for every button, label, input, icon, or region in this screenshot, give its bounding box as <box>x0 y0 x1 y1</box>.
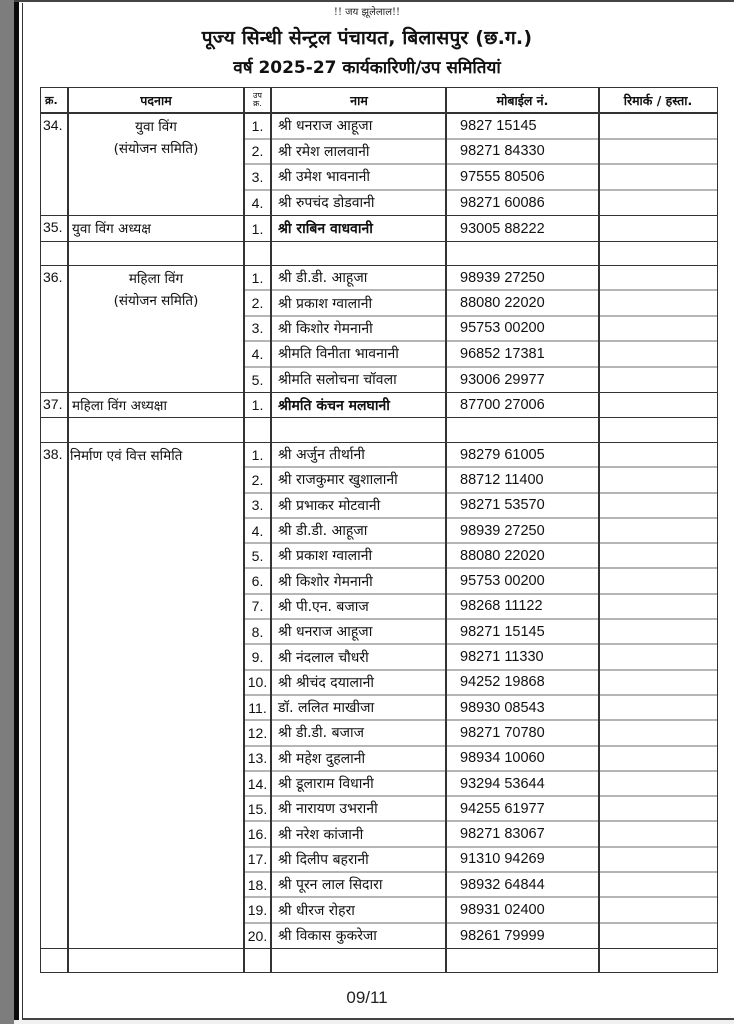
member-mobile: 98268 11122 <box>460 598 543 615</box>
blank-row <box>41 949 717 973</box>
member-name: श्री रुपचंद डोडवानी <box>278 195 375 212</box>
member-mobile: 88080 22020 <box>460 295 545 312</box>
member-mobile: 88080 22020 <box>460 547 545 564</box>
member-sub-serial: 2. <box>251 143 264 160</box>
member-name: श्री डी.डी. आहूजा <box>278 523 368 540</box>
member-remark <box>599 645 717 668</box>
header-serial: क्र. <box>45 93 58 107</box>
member-name: श्री डूलाराम विधानी <box>278 776 374 793</box>
scan-left-edge <box>14 0 19 1024</box>
member-remark <box>599 291 717 314</box>
member-name: श्री प्रकाश ग्वालानी <box>278 548 373 565</box>
column-divider <box>598 88 600 972</box>
member-sub-serial: 4. <box>251 194 264 211</box>
member-mobile: 98271 60086 <box>460 194 545 211</box>
member-name: श्री किशोर गेमनानी <box>278 320 373 337</box>
member-name: श्री श्रीचंद दयालानी <box>278 674 374 691</box>
designation-line: (संयोजन समिति) <box>113 293 199 309</box>
member-mobile: 98271 83067 <box>460 826 545 843</box>
group-designation <box>68 268 244 312</box>
member-remark <box>599 266 717 289</box>
member-mobile: 93005 88222 <box>460 220 545 237</box>
member-sub-serial: 1. <box>251 397 264 413</box>
member-mobile: 98271 70780 <box>460 724 545 741</box>
member-mobile: 88712 11400 <box>460 471 544 488</box>
member-mobile: 97555 80506 <box>460 168 545 185</box>
member-name: श्रीमति सलोचना चॉवला <box>278 372 397 389</box>
member-sub-serial: 10. <box>247 674 268 691</box>
member-remark <box>599 519 717 542</box>
member-mobile: 98261 79999 <box>460 927 545 944</box>
member-sub-serial: 13. <box>247 750 268 767</box>
member-sub-serial: 14. <box>247 775 268 792</box>
member-sub-serial: 2. <box>251 295 264 312</box>
member-name: श्री नंदलाल चौधरी <box>278 649 369 666</box>
member-remark <box>599 620 717 643</box>
header-name: नाम <box>350 92 368 108</box>
designation-line: महिला विंग <box>128 271 184 287</box>
member-name: श्री किशोर गेमनानी <box>278 573 373 590</box>
member-name: श्री पी.एन. बजाज <box>278 598 369 615</box>
member-name: डॉ. ललित माखीजा <box>278 700 375 717</box>
member-sub-serial: 3. <box>251 320 264 337</box>
member-remark <box>599 873 717 896</box>
member-remark <box>599 443 717 466</box>
member-mobile: 98279 61005 <box>460 446 545 463</box>
member-remark <box>599 823 717 846</box>
group-designation <box>68 218 244 240</box>
column-divider <box>445 88 447 972</box>
member-remark <box>599 140 717 164</box>
member-sub-serial: 3. <box>251 168 264 185</box>
member-name: श्री राबिन वाधवानी <box>278 221 373 237</box>
group-designation <box>68 116 244 160</box>
member-name: श्री दिलीप बहरानी <box>278 851 369 868</box>
member-name: श्री अर्जुन तीर्थानी <box>278 447 365 464</box>
member-mobile: 98934 10060 <box>460 750 545 767</box>
member-remark <box>599 317 717 340</box>
member-mobile: 98931 02400 <box>460 902 545 919</box>
member-name: श्री पूरन लाल सिदारा <box>278 877 383 894</box>
member-sub-serial: 2. <box>251 471 264 488</box>
document-subtitle: वर्ष 2025-27 कार्यकारिणी/उप समितियां <box>233 58 501 78</box>
designation-line: निर्माण एवं वित्त समिति <box>70 448 183 464</box>
member-remark <box>599 772 717 795</box>
table-header-row <box>41 88 717 114</box>
group-cell-background <box>41 443 243 948</box>
member-sub-serial: 1. <box>251 117 264 134</box>
header-sub-serial <box>244 88 271 112</box>
member-name: श्री नरेश कांजानी <box>278 826 364 843</box>
member-remark <box>599 468 717 491</box>
member-sub-serial: 9. <box>251 649 264 666</box>
member-sub-serial: 5. <box>251 371 264 388</box>
group-serial: 37. <box>43 396 63 412</box>
member-name: श्री उमेश भावनानी <box>278 169 371 186</box>
member-remark <box>599 747 717 770</box>
member-mobile: 98271 84330 <box>460 143 545 160</box>
member-remark <box>599 368 717 392</box>
member-sub-serial: 20. <box>247 927 268 944</box>
header-mobile: मोबाईल नं. <box>496 92 549 108</box>
member-sub-serial: 1. <box>251 269 264 286</box>
member-remark <box>599 191 717 216</box>
member-mobile: 98271 53570 <box>460 497 545 514</box>
designation-line: (संयोजन समिति) <box>113 141 199 157</box>
member-mobile: 98271 15145 <box>460 623 545 640</box>
member-sub-serial: 5. <box>251 547 264 564</box>
member-name: श्री धनराज आहूजा <box>278 118 373 135</box>
member-mobile: 95753 00200 <box>460 320 545 337</box>
member-remark <box>599 342 717 365</box>
member-remark <box>599 544 717 567</box>
column-divider <box>270 88 272 972</box>
member-name: श्री डी.डी. आहूजा <box>278 270 368 287</box>
member-remark <box>599 165 717 189</box>
member-sub-serial: 8. <box>251 623 264 640</box>
member-name: श्री डी.डी. बजाज <box>278 725 364 742</box>
group-serial: 34. <box>43 117 63 133</box>
member-mobile: 94255 61977 <box>460 800 545 817</box>
member-mobile: 96852 17381 <box>460 345 545 362</box>
member-sub-serial: 7. <box>251 598 264 615</box>
member-mobile: 98932 64844 <box>460 876 545 893</box>
member-sub-serial: 1. <box>251 220 264 237</box>
member-name: श्री विकास कुकरेजा <box>278 928 377 945</box>
designation-line: महिला विंग अध्यक्षा <box>72 398 167 414</box>
blank-row <box>41 242 717 266</box>
header-remark: रिमार्क / हस्ता. <box>623 92 693 108</box>
member-remark <box>599 570 717 593</box>
member-remark <box>599 898 717 921</box>
blank-row <box>41 418 717 443</box>
group-designation <box>68 445 244 467</box>
page-top-border <box>14 0 734 2</box>
column-divider <box>67 88 69 972</box>
member-name: श्री रमेश लालवानी <box>278 143 370 160</box>
member-name: श्रीमति कंचन मलघानी <box>278 397 390 414</box>
member-name: श्री धनराज आहूजा <box>278 624 373 641</box>
page-number: 09/11 <box>346 988 388 1007</box>
member-sub-serial: 11. <box>248 699 267 716</box>
member-sub-serial: 1. <box>251 446 264 463</box>
member-name: श्री राजकुमार खुशालानी <box>278 472 398 489</box>
member-remark <box>599 848 717 871</box>
member-remark <box>599 797 717 820</box>
member-name: श्री धीरज रोहरा <box>278 902 355 919</box>
member-sub-serial: 16. <box>247 826 268 843</box>
member-sub-serial: 4. <box>251 345 264 362</box>
member-remark <box>599 721 717 744</box>
member-remark <box>599 671 717 694</box>
member-mobile: 98930 08543 <box>460 699 545 716</box>
group-serial: 36. <box>43 269 63 285</box>
column-divider <box>243 88 245 972</box>
member-name: श्रीमति विनीता भावनानी <box>278 346 399 363</box>
member-mobile: 91310 94269 <box>460 851 545 868</box>
group-designation <box>68 395 244 417</box>
header-sub-serial-bottom: क्र. <box>253 99 262 108</box>
member-mobile: 98939 27250 <box>460 522 545 539</box>
organization-title: पूज्य सिन्धी सेन्ट्रल पंचायत, बिलासपुर (छ.ग.) <box>201 27 533 49</box>
member-sub-serial: 3. <box>251 497 264 514</box>
member-sub-serial: 4. <box>251 522 264 539</box>
member-sub-serial: 19. <box>247 902 268 919</box>
member-sub-serial: 15. <box>247 800 268 817</box>
member-mobile: 98939 27250 <box>460 269 545 286</box>
member-mobile: 94252 19868 <box>460 674 545 691</box>
page-bottom-strip <box>14 1020 734 1024</box>
member-remark <box>599 595 717 618</box>
invocation-heading: !! जय झूलेलाल!! <box>333 7 401 18</box>
member-sub-serial: 18. <box>247 876 268 893</box>
header-designation: पदनाम <box>140 92 172 108</box>
header-sub-serial-top: उप <box>253 91 262 100</box>
member-remark <box>599 216 717 241</box>
member-remark <box>599 393 717 417</box>
member-mobile: 87700 27006 <box>460 397 545 413</box>
member-name: श्री नारायण उभरानी <box>278 801 378 818</box>
member-remark <box>599 494 717 517</box>
member-remark <box>599 924 717 948</box>
member-sub-serial: 12. <box>247 724 268 741</box>
member-remark <box>599 696 717 719</box>
member-mobile: 93006 29977 <box>460 371 545 388</box>
member-sub-serial: 17. <box>247 851 268 868</box>
scan-left-margin <box>0 0 14 1024</box>
member-name: श्री महेश दुहलानी <box>278 750 366 767</box>
member-mobile: 98271 11330 <box>460 649 544 666</box>
member-mobile: 9827 15145 <box>460 117 537 134</box>
group-serial: 35. <box>43 219 63 235</box>
designation-line: युवा विंग <box>135 119 177 135</box>
group-serial: 38. <box>43 446 63 462</box>
designation-line: युवा विंग अध्यक्ष <box>72 221 151 237</box>
member-name: श्री प्रकाश ग्वालानी <box>278 295 373 312</box>
committee-table <box>40 87 718 973</box>
member-remark <box>599 114 717 138</box>
member-name: श्री प्रभाकर मोटवानी <box>278 497 381 514</box>
member-mobile: 95753 00200 <box>460 573 545 590</box>
member-mobile: 93294 53644 <box>460 775 545 792</box>
member-sub-serial: 6. <box>251 573 264 590</box>
